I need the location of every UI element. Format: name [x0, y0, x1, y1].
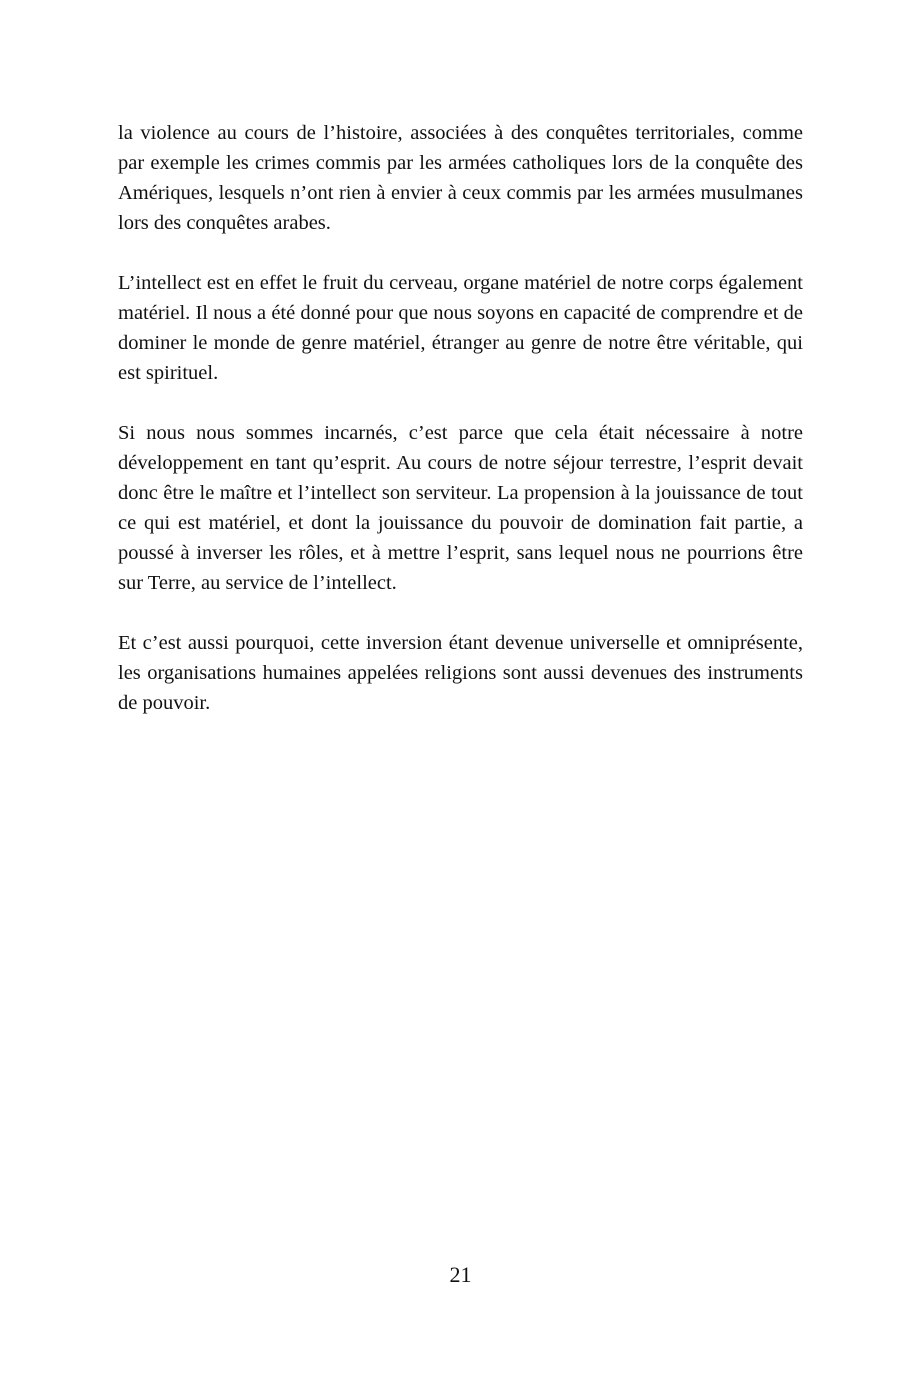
- paragraph-2: L’intellect est en effet le fruit du cerveau, organe matériel de notre corps également matériel. Il nous a été donné pour que nous soyons en capacité de comprendre et de dominer le monde de genre matériel, étranger au genre de notre être véritable, qui est spirituel.: [118, 272, 803, 384]
- paragraph-4: Et c’est aussi pourquoi, cette inversion étant devenue universelle et omniprésente, les organisations humaines appelées religions sont aussi devenues des instruments de pouvoir.: [118, 632, 803, 714]
- body-text: [118, 118, 803, 748]
- paragraph-1: la violence au cours de l’histoire, associées à des conquêtes territoriales, comme par exemple les crimes commis par les armées catholiques lors de la conquête des Amériques, lesquels n’ont rien à envier à ceux commis par les armées musulmanes lors des conquêtes arabes.: [118, 122, 803, 234]
- paragraph-3: Si nous nous sommes incarnés, c’est parce que cela était nécessaire à notre développement en tant qu’esprit. Au cours de notre séjour terrestre, l’esprit devait donc être le maître et l’intellect son serviteur. La propension à la jouissance de tout ce qui est matériel, et dont la jouissance du pouvoir de domination fait partie, a poussé à inverser les rôles, et à mettre l’esprit, sans lequel nous ne pourrions être sur Terre, au service de l’intellect.: [118, 422, 803, 594]
- page-number: 21: [449, 1262, 472, 1287]
